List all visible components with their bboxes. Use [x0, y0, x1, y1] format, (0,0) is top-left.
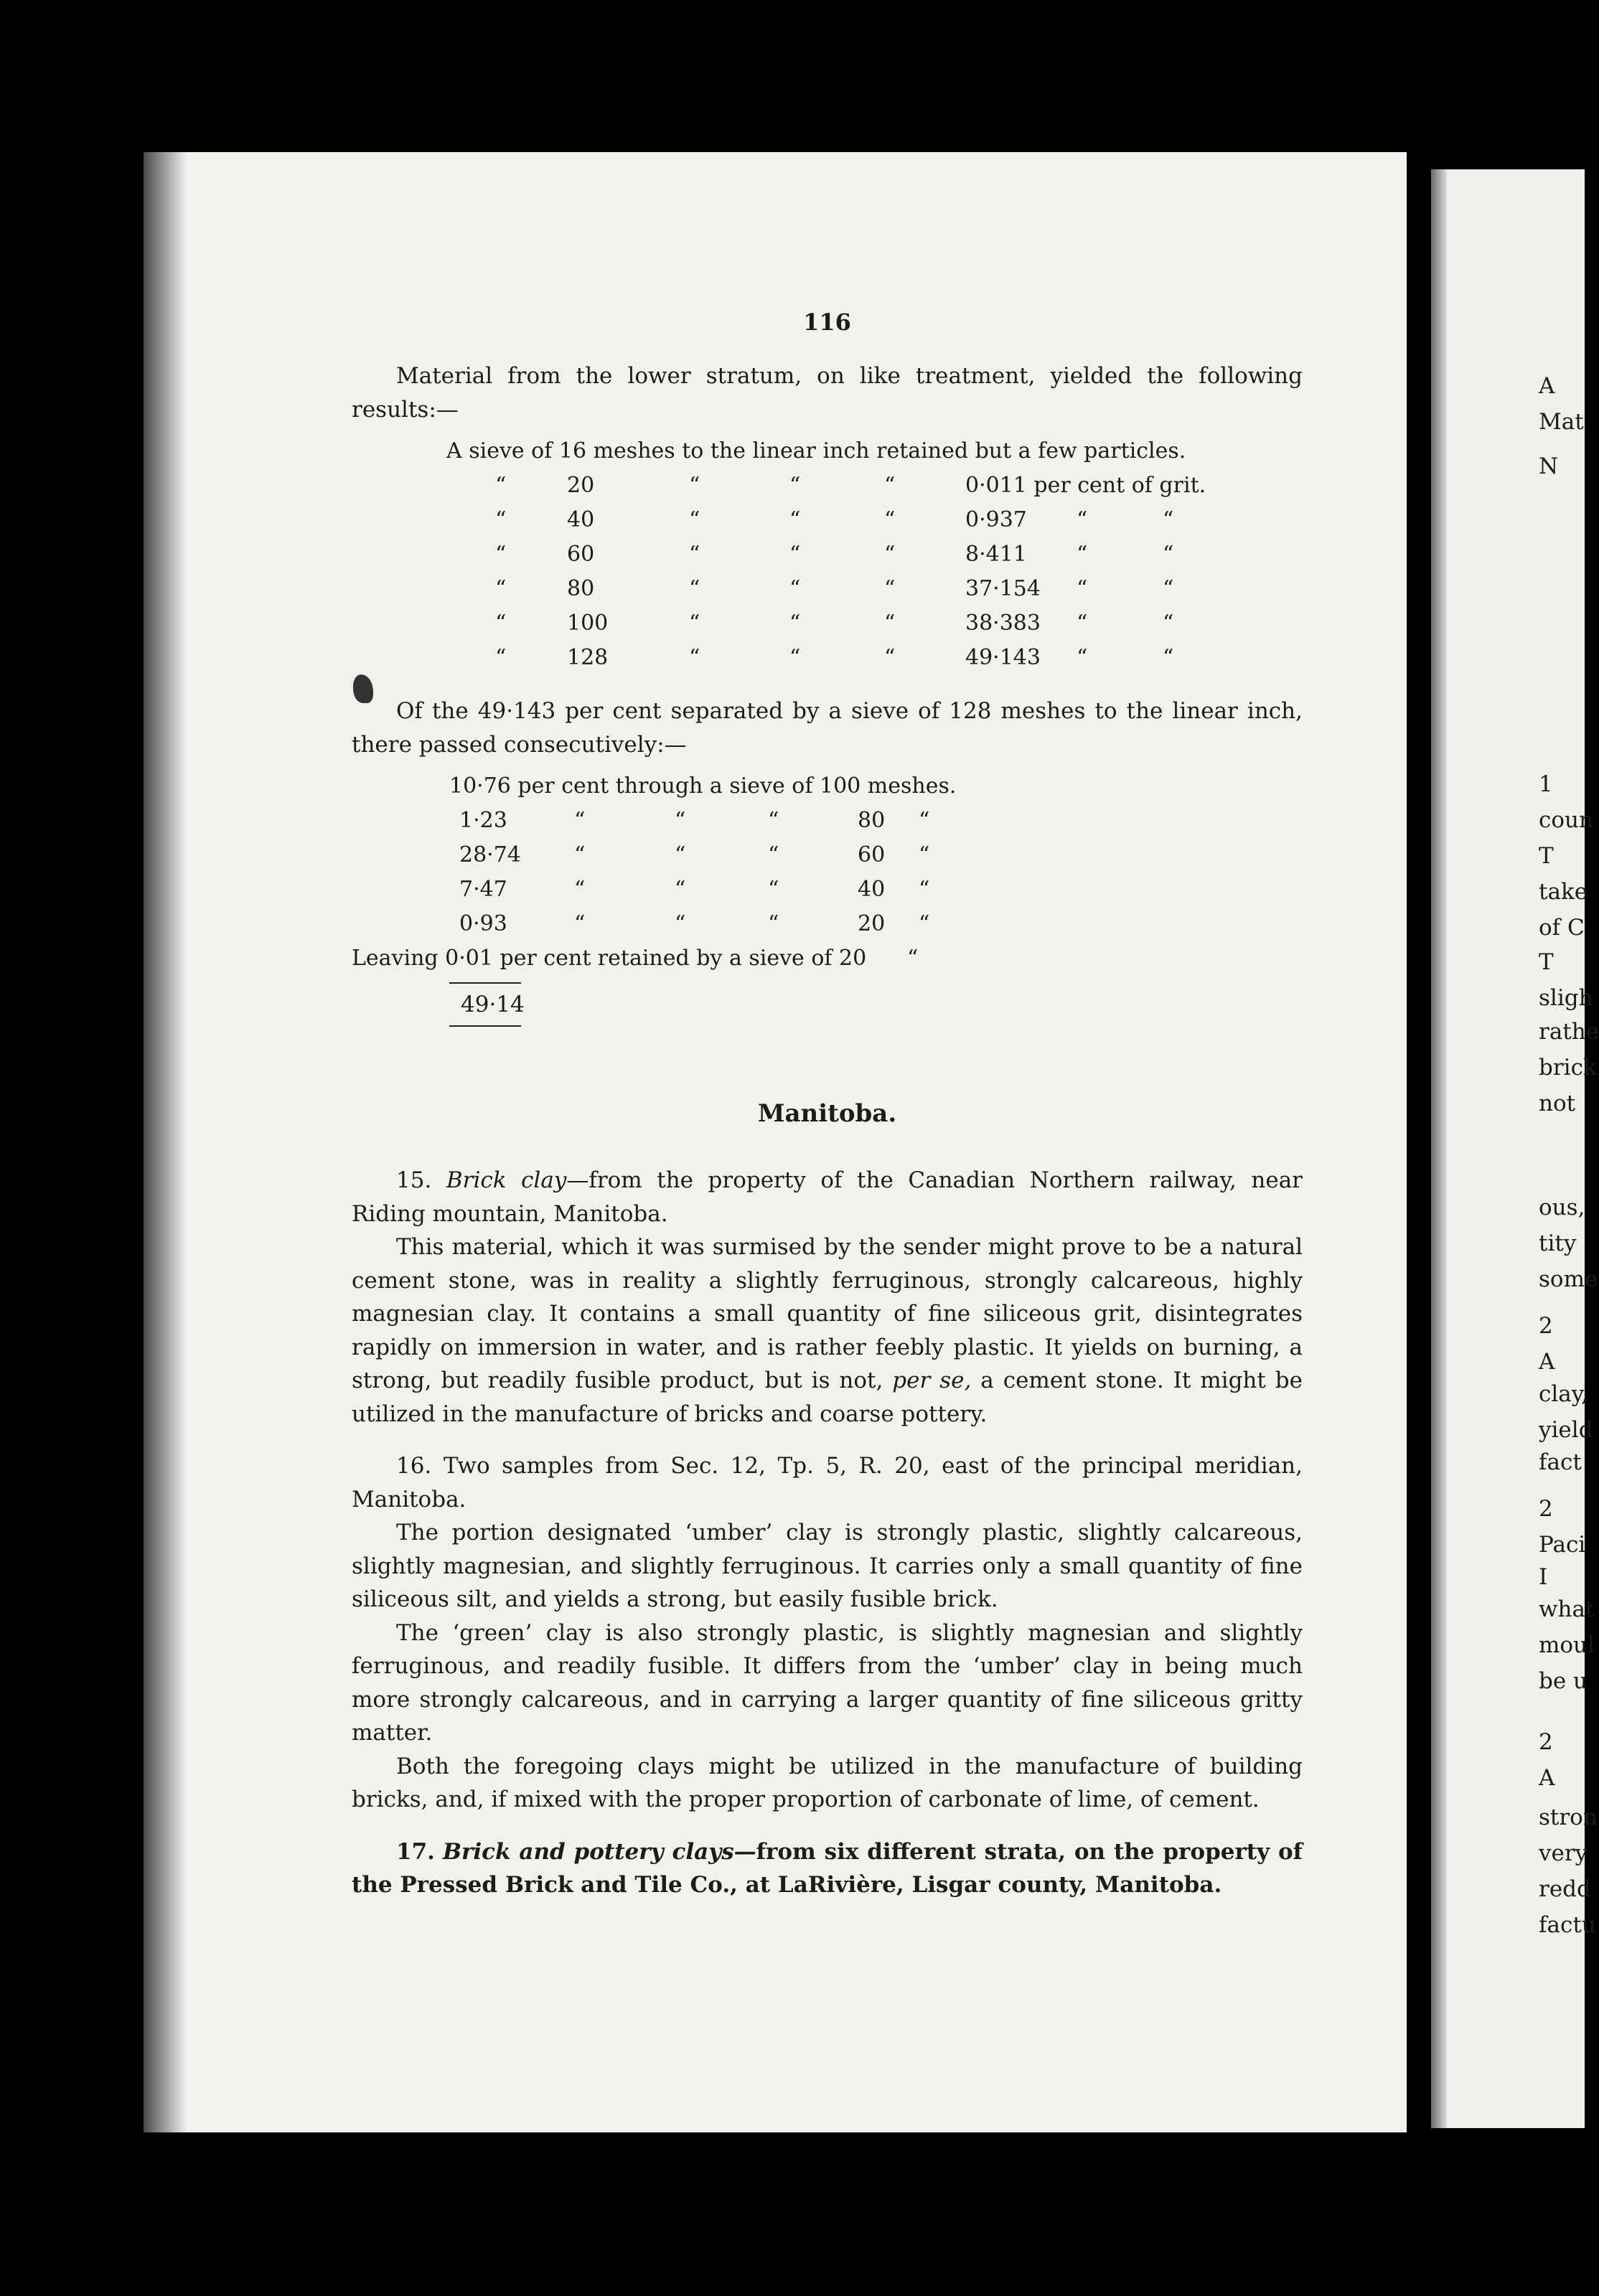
- passed-row: [352, 908, 1303, 942]
- passed-value: 0·93: [459, 911, 507, 936]
- passed-value: 1·23: [459, 808, 507, 833]
- ditto-mark: “: [574, 911, 586, 936]
- ditto-mark: “: [689, 611, 700, 636]
- ditto-mark: “: [689, 645, 700, 670]
- next-page-fragment: A: [1539, 1349, 1555, 1375]
- passed-value: 7·47: [459, 877, 507, 902]
- p15-body-a: This material, which it was surmised by the sender might prove to be a natural cement stone, was in reality a slightly ferruginous, strongly calcareous, highly magnesian clay. It contains a small quantity of fine siliceous grit, disintegrates rapidly on immersion in water, and is rather feebly plastic. It yields on burning, a strong, but readily fusible product, but is not,: [352, 1234, 1303, 1393]
- ditto-mark: “: [1163, 542, 1174, 567]
- sieve-row: [352, 538, 1303, 573]
- next-page-fragment: I: [1539, 1564, 1548, 1590]
- ditto-mark: “: [574, 842, 586, 867]
- paragraph-15-body: [352, 1231, 1303, 1431]
- ditto-mark: “: [884, 645, 896, 670]
- ditto-mark: “: [1163, 645, 1174, 670]
- next-page-fragment: 1: [1539, 771, 1553, 797]
- next-page-fragment: of C: [1539, 915, 1585, 941]
- sieve-table: [352, 469, 1303, 676]
- next-page-fragment: coun: [1539, 807, 1593, 833]
- ditto-mark: “: [1163, 507, 1174, 532]
- ditto-mark: “: [789, 576, 801, 601]
- next-page-fragment: not: [1539, 1091, 1576, 1116]
- ditto-mark: “: [884, 507, 896, 532]
- p15-body-b: a cement stone. It might be utilized in the manufacture of bricks and coarse pottery.: [352, 1368, 1303, 1427]
- paragraph-16-both: Both the foregoing clays might be utilized in the manufacture of building bricks, and, if mixed with the proper proportion of carbonate of lime, of cement.: [352, 1753, 1303, 1812]
- ditto-mark: “: [789, 473, 801, 498]
- ditto-mark: “: [1077, 507, 1088, 532]
- next-page-fragment: factu: [1539, 1912, 1596, 1938]
- next-page-fragment: 2: [1539, 1729, 1553, 1755]
- next-page-fragment: N: [1539, 453, 1559, 479]
- passed-row: [352, 804, 1303, 839]
- next-page-fragment: fact: [1539, 1449, 1582, 1475]
- sieve-result: 38·383: [965, 611, 1041, 636]
- ditto-mark: “: [884, 542, 896, 567]
- ditto-mark: “: [789, 507, 801, 532]
- sieve-mark: “: [495, 542, 507, 567]
- ditto-mark: “: [1163, 611, 1174, 636]
- sieve-result: 8·411: [965, 542, 1027, 567]
- sieve-result: 0·011 per cent of grit.: [965, 473, 1206, 498]
- sieve-row: [352, 573, 1303, 607]
- passed-table: [352, 804, 1303, 942]
- ditto-mark: “: [1077, 645, 1088, 670]
- passed-value: 28·74: [459, 842, 521, 867]
- leaving-text: Leaving 0·01 per cent retained by a sieve of 20: [352, 946, 867, 971]
- ditto-mark: “: [675, 808, 686, 833]
- paragraph-15: [352, 1164, 1303, 1231]
- leaving-row: [352, 942, 1303, 977]
- p17-title: Brick and pottery clays: [442, 1838, 734, 1865]
- next-page-fragment: moul: [1539, 1632, 1595, 1658]
- section-heading: Manitoba.: [757, 1099, 897, 1128]
- passed-row: [352, 873, 1303, 908]
- ditto-mark: “: [789, 542, 801, 567]
- p17-rest: —from six different strata, on the property of the Pressed Brick and Tile Co., at LaRivière, Lisgar county, Manitoba.: [352, 1838, 1303, 1898]
- ditto-mark: “: [689, 542, 700, 567]
- intro-paragraph: Material from the lower stratum, on like treatment, yielded the following results:—: [352, 363, 1303, 423]
- ditto-mark: “: [789, 645, 801, 670]
- sum-rule-bottom: [449, 1025, 521, 1027]
- ditto-mark: “: [768, 911, 779, 936]
- next-page-fragment: brick: [1539, 1055, 1597, 1081]
- ditto-mark: “: [919, 808, 930, 833]
- ditto-mark: “: [884, 576, 896, 601]
- sieve-mesh: 128: [567, 645, 609, 670]
- paragraph-16-green: The ‘green’ clay is also strongly plastic, is slightly magnesian and slightly ferruginous, and readily fusible. It differs from the ‘umber’ clay in being much more strongly calcareous, and in carrying a larger quantity of fine siliceous gritty matter.: [352, 1619, 1303, 1746]
- passed-mesh: 20: [858, 911, 886, 936]
- passed-mesh: 60: [858, 842, 886, 867]
- sieve-result: 37·154: [965, 576, 1041, 601]
- ditto-mark: “: [689, 507, 700, 532]
- next-page-fragment: rathe: [1539, 1019, 1599, 1045]
- ditto-mark: “: [574, 877, 586, 902]
- p15-rest: —from the property of the Canadian Northern railway, near Riding mountain, Manitoba.: [352, 1167, 1303, 1227]
- page-binding-edge: [144, 152, 187, 2132]
- next-page-fragment: 2: [1539, 1313, 1553, 1339]
- sieve-mark: “: [495, 507, 507, 532]
- next-page-fragment: Paci: [1539, 1532, 1586, 1558]
- ditto-mark: “: [884, 611, 896, 636]
- next-page-fragment: sligh: [1539, 985, 1593, 1011]
- next-page-fragment: take: [1539, 879, 1588, 905]
- ditto-mark: “: [884, 473, 896, 498]
- sieve-mark: “: [495, 473, 507, 498]
- next-page-fragment: what: [1539, 1596, 1595, 1622]
- ditto-mark: “: [768, 842, 779, 867]
- paragraph-16: 16. Two samples from Sec. 12, Tp. 5, R. 20, east of the principal meridian, Manitoba.: [352, 1453, 1303, 1512]
- sieve-mesh: 80: [567, 576, 595, 601]
- next-page-fragment: stron: [1539, 1805, 1598, 1830]
- passed-mesh: 40: [858, 877, 886, 902]
- sieve-mark: “: [495, 645, 507, 670]
- sieve-first-line: A sieve of 16 meshes to the linear inch retained but a few particles.: [446, 438, 1186, 464]
- ditto-mark: “: [1077, 542, 1088, 567]
- page-number: 116: [803, 309, 851, 336]
- sieve-mark: “: [495, 611, 507, 636]
- right-page-edge: [1431, 169, 1447, 2128]
- next-page-fragment: tity: [1539, 1231, 1577, 1256]
- right-page-fragment: [1431, 169, 1599, 2128]
- sieve-mark: “: [495, 576, 507, 601]
- ditto-mark: “: [675, 842, 686, 867]
- ditto-mark: “: [789, 611, 801, 636]
- ditto-mark: “: [1163, 576, 1174, 601]
- ditto-mark: “: [907, 946, 919, 971]
- total-value: 49·14: [461, 992, 525, 1017]
- ditto-mark: “: [1077, 576, 1088, 601]
- next-page-fragment: A: [1539, 373, 1555, 399]
- sieve-mesh: 20: [567, 473, 595, 498]
- sieve-result: 0·937: [965, 507, 1027, 532]
- p15-number: 15.: [396, 1167, 432, 1193]
- sieve-mesh: 40: [567, 507, 595, 532]
- next-page-fragment: 2: [1539, 1496, 1553, 1522]
- next-page-fragment: some: [1539, 1266, 1598, 1292]
- next-page-fragment: T: [1539, 949, 1554, 975]
- ditto-mark: “: [574, 808, 586, 833]
- sieve-row: [352, 607, 1303, 641]
- ditto-mark: “: [689, 473, 700, 498]
- next-page-fragment: A: [1539, 1765, 1555, 1791]
- sieve-row: [352, 504, 1303, 538]
- ditto-mark: “: [768, 877, 779, 902]
- sieve-mesh: 100: [567, 611, 609, 636]
- sieve-mesh: 60: [567, 542, 595, 567]
- ditto-mark: “: [919, 911, 930, 936]
- next-page-fragment: Mat: [1539, 409, 1584, 435]
- ditto-mark: “: [919, 842, 930, 867]
- ditto-mark: “: [1077, 611, 1088, 636]
- next-page-fragment: T: [1539, 843, 1554, 869]
- sieve-row: [352, 641, 1303, 676]
- passed-intro: Of the 49·143 per cent separated by a sieve of 128 meshes to the linear inch, there passed consecutively:—: [352, 698, 1303, 758]
- next-page-fragment: be u: [1539, 1668, 1588, 1694]
- next-page-fragment: ous,: [1539, 1195, 1585, 1220]
- sieve-row: [352, 469, 1303, 504]
- p15-title: Brick clay: [446, 1167, 567, 1193]
- passed-first-line: 10·76 per cent through a sieve of 100 meshes.: [449, 773, 957, 799]
- sieve-result: 49·143: [965, 645, 1041, 670]
- p15-body-em: per se,: [892, 1368, 972, 1393]
- ditto-mark: “: [675, 911, 686, 936]
- ditto-mark: “: [768, 808, 779, 833]
- next-page-fragment: very: [1539, 1840, 1588, 1866]
- next-page-fragment: redd: [1539, 1876, 1591, 1902]
- paragraph-17: [352, 1835, 1303, 1902]
- next-page-fragment: yield: [1539, 1417, 1593, 1443]
- passed-row: [352, 839, 1303, 873]
- paragraph-16-umber: The portion designated ‘umber’ clay is strongly plastic, slightly calcareous, slightly magnesian, and slightly ferruginous. It carries only a small quantity of fine siliceous silt, and yields a strong, but easily fusible brick.: [352, 1520, 1303, 1612]
- ditto-mark: “: [689, 576, 700, 601]
- passed-mesh: 80: [858, 808, 886, 833]
- ditto-mark: “: [675, 877, 686, 902]
- ditto-mark: “: [919, 877, 930, 902]
- page-content: [352, 305, 1303, 1902]
- p17-number: 17.: [396, 1838, 435, 1865]
- next-page-fragment: clay,: [1539, 1381, 1589, 1407]
